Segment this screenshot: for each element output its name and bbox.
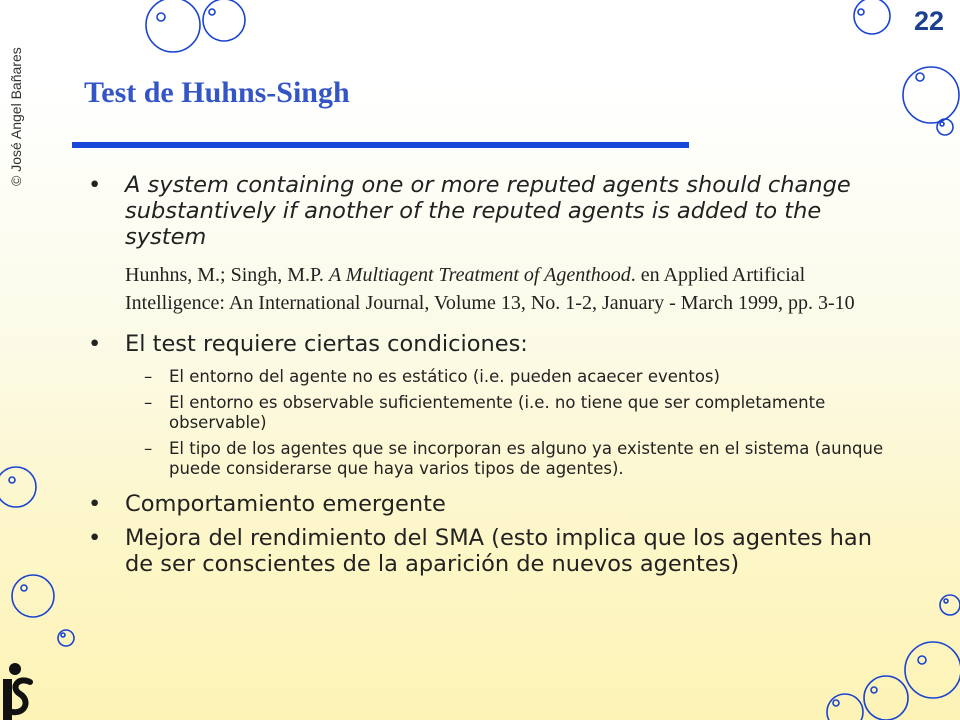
sub-item-text: El tipo de los agentes que se incorporan es alguno ya existente en el sistema (aunque puede considerarse que haya varios tipos de agentes). [169, 439, 884, 478]
sub-item [88, 367, 898, 387]
bubble-icon [916, 73, 924, 81]
bubble-icon [203, 0, 245, 41]
bubble-icon [905, 642, 960, 698]
bubble-icon [146, 0, 200, 52]
bullet-icon: • [88, 525, 102, 551]
bullet-item [88, 491, 898, 517]
slide-title: Test de Huhns-Singh [84, 76, 350, 109]
bubble-icon [833, 700, 839, 706]
dash-icon: – [144, 439, 153, 458]
sub-item-text: El entorno es observable suficientemente (i.e. no tiene que ser completamente observable) [169, 393, 826, 432]
bubble-icon [157, 13, 165, 21]
dash-icon: – [144, 393, 153, 412]
bubble-icon [9, 477, 15, 483]
bullet-text: Mejora del rendimiento del SMA (esto implica que los agentes han de ser conscientes de la aparición de nuevos agentes) [125, 525, 872, 577]
bullet-item [88, 525, 898, 577]
sub-item [88, 439, 898, 479]
sub-item [88, 393, 898, 433]
bubble-icon [0, 467, 36, 507]
bullet-icon: • [88, 172, 102, 198]
bubble-icon [940, 595, 960, 615]
bullet-icon: • [88, 331, 102, 357]
bubble-icon [918, 656, 926, 664]
sub-item-text: El entorno del agente no es estático (i.e. pueden acaecer eventos) [169, 367, 720, 386]
bubble-icon [209, 9, 215, 15]
bubble-icon [937, 119, 953, 135]
bubble-icon [12, 575, 54, 617]
title-underline [72, 142, 689, 148]
is-logo-icon [0, 660, 34, 720]
bubble-icon [854, 0, 890, 34]
bubble-icon [864, 676, 908, 720]
bubble-icon [903, 67, 959, 123]
copyright-notice: © José Angel Bañares [8, 47, 24, 186]
citation-work: A Multiagent Treatment of Agenthood [328, 264, 631, 286]
bubble-icon [871, 687, 877, 693]
page-number: 22 [913, 6, 944, 36]
bubble-icon [21, 585, 27, 591]
bubble-icon [944, 599, 948, 603]
slide-content [88, 172, 898, 577]
bullet-item [88, 172, 898, 250]
bubble-icon [827, 694, 863, 720]
bullet-item [88, 331, 898, 357]
bullet-text: El test requiere ciertas condiciones: [125, 331, 528, 357]
citation [125, 261, 898, 317]
bubble-icon [58, 630, 74, 646]
bullet-text: Comportamiento emergente [125, 491, 446, 517]
bubble-icon [61, 633, 65, 637]
citation-details: . en Applied Artificial Intelligence: An International Journal, Volume 13, No. 1-2, January - March 1999, pp. 3-10 [125, 264, 855, 314]
citation-authors: Hunhns, M.; Singh, M.P. [125, 264, 329, 286]
dash-icon: – [144, 367, 153, 386]
bubble-icon [940, 122, 944, 126]
bullet-icon: • [88, 491, 102, 517]
bullet-text: A system containing one or more reputed agents should change substantively if another of the reputed agents is added to the system [125, 172, 851, 250]
bubble-icon [858, 9, 864, 15]
